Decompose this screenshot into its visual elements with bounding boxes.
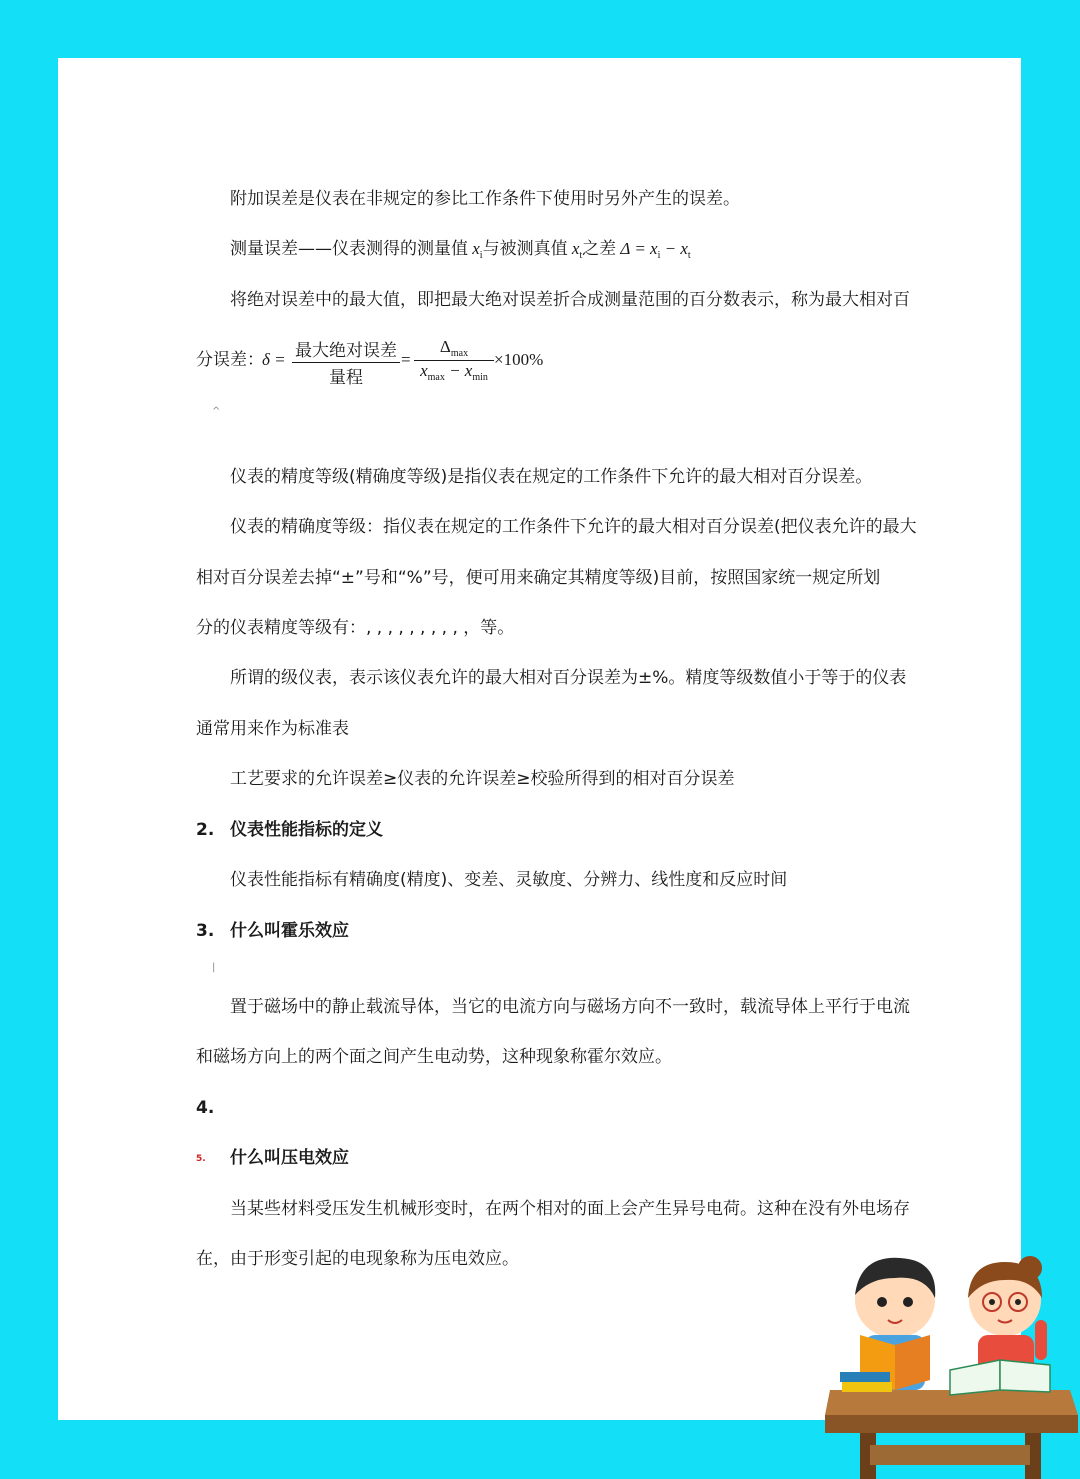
- paragraph-measurement-error: [230, 237, 691, 268]
- paragraph-error-relation: 工艺要求的允许误差≥仪表的允许误差≥校验所得到的相对百分误差: [230, 769, 735, 789]
- paragraph-piezo-2: 在，由于形变引起的电现象称为压电效应。: [196, 1249, 519, 1269]
- paragraph-class-meter-2: 通常用来作为标准表: [196, 719, 349, 739]
- boy-illustration: [855, 1258, 935, 1390]
- desk-illustration: [825, 1390, 1078, 1479]
- formula-label: 分误差：: [196, 350, 264, 370]
- formula-delta: δ =: [262, 350, 286, 369]
- fraction-denominator-symbolic: $x_{max} - x_{min}$: [420, 361, 488, 383]
- girl-illustration: [950, 1256, 1050, 1395]
- kids-reading-illustration: [820, 1240, 1080, 1479]
- formula-times-100: ×100%: [494, 350, 544, 369]
- fraction-text: [292, 336, 400, 388]
- paragraph-hall-effect-2: 和磁场方向上的两个面之间产生电动势，这种现象称霍尔效应。: [196, 1047, 672, 1067]
- paragraph-hall-effect-1: 置于磁场中的静止载流导体，当它的电流方向与磁场方向不一致时，载流导体上平行于电流: [230, 997, 910, 1017]
- heading-2-number: 2.: [196, 820, 215, 840]
- delta-formula: $\Delta = x_i - x_t$: [620, 239, 691, 261]
- heading-3-title: 什么叫霍乐效应: [230, 921, 349, 941]
- paragraph-performance-indicators: 仪表性能指标有精确度(精度)、变差、灵敏度、分辨力、线性度和反应时间: [230, 870, 788, 890]
- heading-4-number: 4.: [196, 1098, 215, 1118]
- heading-5-title: 什么叫压电效应: [230, 1148, 349, 1168]
- paragraph-accuracy-def-3: 分的仪表精度等级有：, , , , , , , , , ，等。: [196, 618, 515, 638]
- fraction-numerator-text: 最大绝对误差: [295, 341, 397, 361]
- var-xt: $x_t$: [571, 239, 583, 261]
- books-illustration: [840, 1372, 892, 1392]
- caret-mark: ^: [212, 406, 221, 417]
- heading-3-number: 3.: [196, 921, 215, 941]
- fraction-numerator-symbolic: $\Delta_{max}$: [439, 337, 469, 359]
- measurement-error-end: 之差: [582, 239, 617, 259]
- heading-5-number: 5.: [196, 1154, 206, 1164]
- fraction-denominator-text: 量程: [329, 368, 363, 388]
- measurement-error-text: 测量误差——仪表测得的测量值: [230, 239, 468, 259]
- paragraph-accuracy-class: 仪表的精度等级(精确度等级)是指仪表在规定的工作条件下允许的最大相对百分误差。: [230, 467, 873, 487]
- paragraph-accuracy-def-1: 仪表的精确度等级：指仪表在规定的工作条件下允许的最大相对百分误差(把仪表允许的最大: [230, 517, 917, 537]
- heading-2-title: 仪表性能指标的定义: [230, 820, 383, 840]
- text-cursor-mark: |: [212, 962, 216, 973]
- measurement-error-mid: 与被测真值: [482, 239, 568, 259]
- paragraph-additional-error: 附加误差是仪表在非规定的参比工作条件下使用时另外产生的误差。: [230, 189, 740, 209]
- formula-equals: =: [401, 350, 411, 369]
- paragraph-piezo-1: 当某些材料受压发生机械形变时，在两个相对的面上会产生异号电荷。这种在没有外电场存: [230, 1199, 910, 1219]
- paragraph-class-meter-1: 所谓的级仪表，表示该仪表允许的最大相对百分误差为±%。精度等级数值小于等于的仪表: [230, 668, 907, 688]
- paragraph-accuracy-def-2: 相对百分误差去掉“±”号和“%”号，便可用来确定其精度等级)目前，按照国家统一规定所划: [196, 568, 881, 588]
- fraction-symbolic: [414, 337, 494, 383]
- var-xi: $x_i$: [472, 239, 483, 261]
- paragraph-max-relative-error: 将绝对误差中的最大值，即把最大绝对误差折合成测量范围的百分数表示，称为最大相对百: [230, 290, 910, 310]
